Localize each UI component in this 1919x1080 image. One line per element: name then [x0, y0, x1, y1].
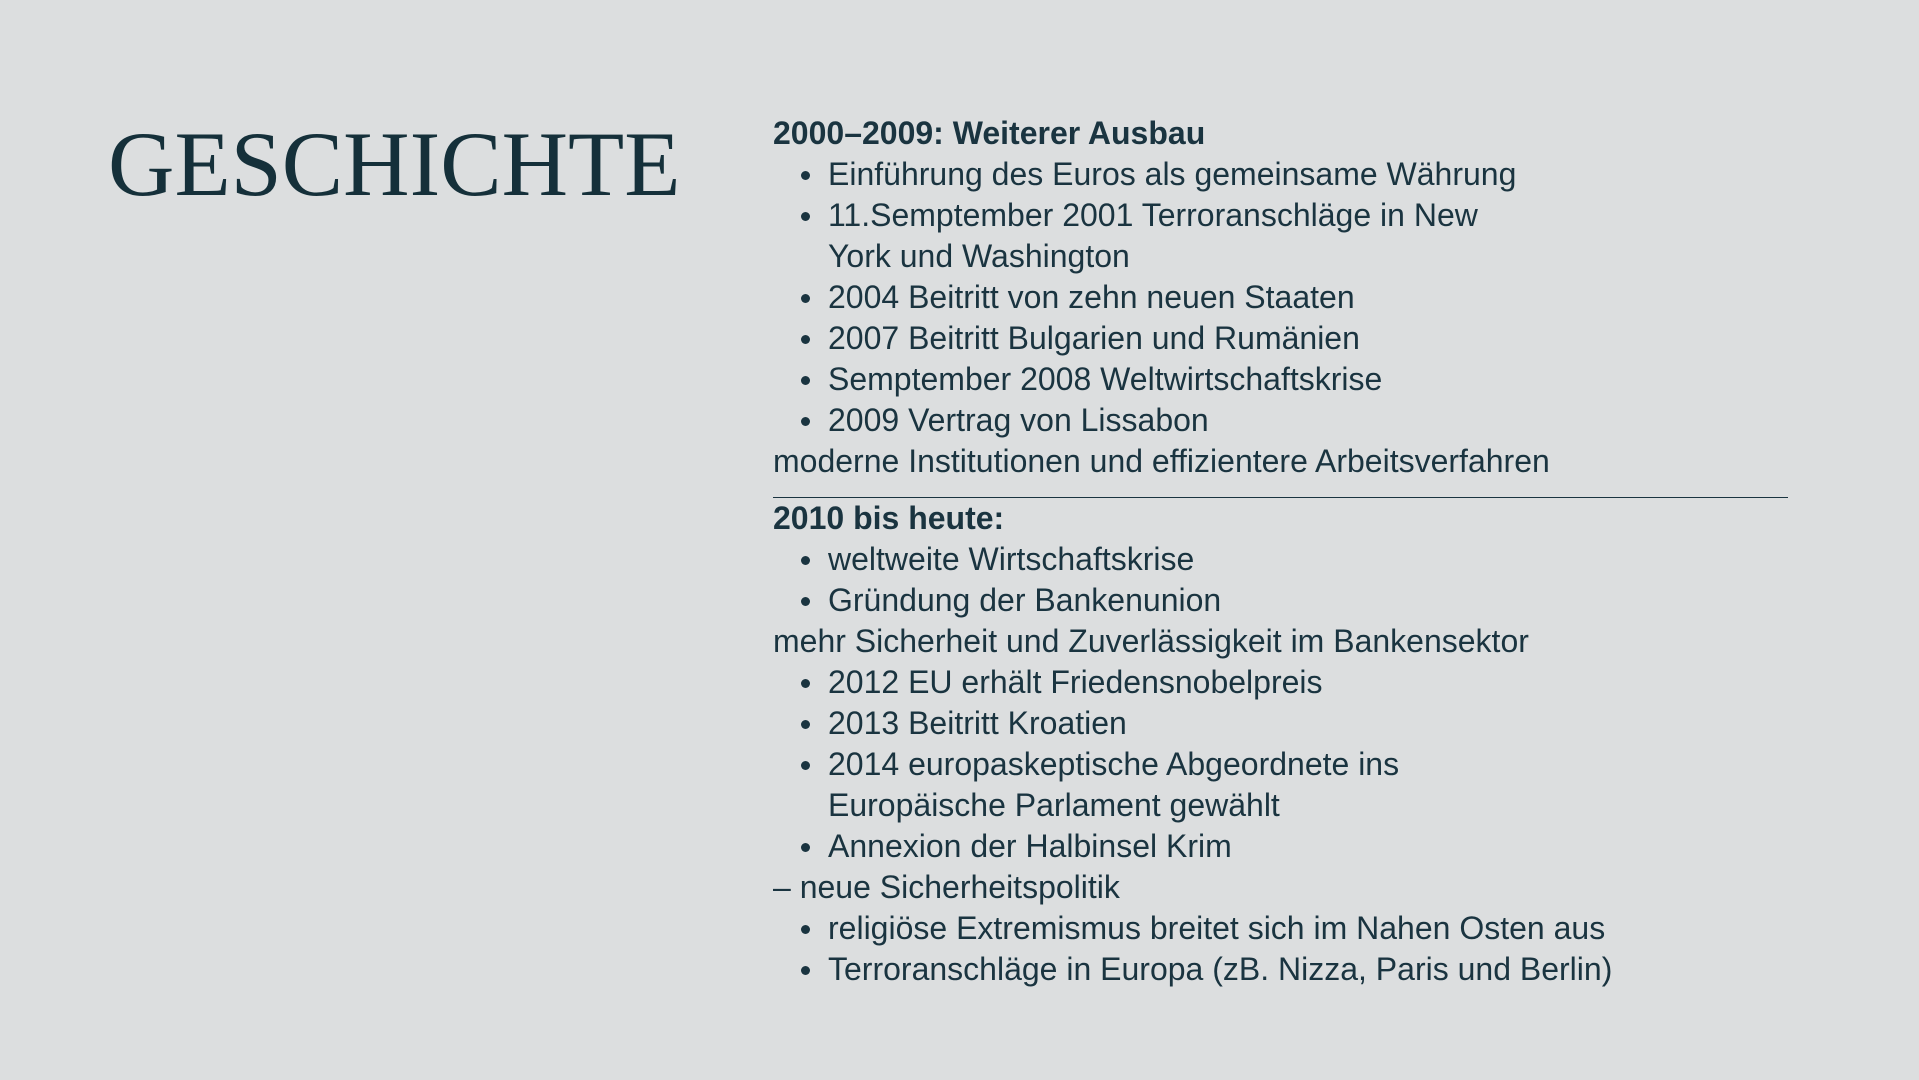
- bullet-list-2010-c: [773, 908, 1788, 990]
- history-content: [773, 113, 1788, 990]
- list-item: Gründung der Bankenunion: [773, 580, 1788, 621]
- section-note: mehr Sicherheit und Zuverlässigkeit im Bankensektor: [773, 623, 1529, 659]
- list-item: Einführung des Euros als gemeinsame Währung: [773, 154, 1788, 195]
- list-item: 2014 europaskeptische Abgeordnete ins Europäische Parlament gewählt: [773, 744, 1488, 826]
- page-title: GESCHICHTE: [108, 113, 681, 215]
- list-item: 11.Semptember 2001 Terroranschläge in New York und Washington: [773, 195, 1488, 277]
- section-heading-2000-2009: 2000–2009: Weiterer Ausbau: [773, 115, 1206, 151]
- list-item: 2009 Vertrag von Lissabon: [773, 400, 1788, 441]
- section-note: – neue Sicherheitspolitik: [773, 869, 1120, 905]
- section-note: moderne Institutionen und effizientere Arbeitsverfahren: [773, 443, 1550, 479]
- list-item: 2013 Beitritt Kroatien: [773, 703, 1788, 744]
- list-item: 2012 EU erhält Friedensnobelpreis: [773, 662, 1788, 703]
- list-item: Semptember 2008 Weltwirtschaftskrise: [773, 359, 1788, 400]
- list-item: weltweite Wirtschaftskrise: [773, 539, 1788, 580]
- list-item: Annexion der Halbinsel Krim: [773, 826, 1788, 867]
- list-item: 2007 Beitritt Bulgarien und Rumänien: [773, 318, 1788, 359]
- list-item: Terroranschläge in Europa (zB. Nizza, Paris und Berlin): [773, 949, 1788, 990]
- bullet-list-2010-b: [773, 662, 1788, 867]
- section-heading-2010-heute: 2010 bis heute:: [773, 500, 1005, 536]
- bullet-list-2000-2009: [773, 154, 1788, 441]
- list-item: 2004 Beitritt von zehn neuen Staaten: [773, 277, 1788, 318]
- list-item: religiöse Extremismus breitet sich im Nahen Osten aus: [773, 908, 1788, 949]
- bullet-list-2010-a: [773, 539, 1788, 621]
